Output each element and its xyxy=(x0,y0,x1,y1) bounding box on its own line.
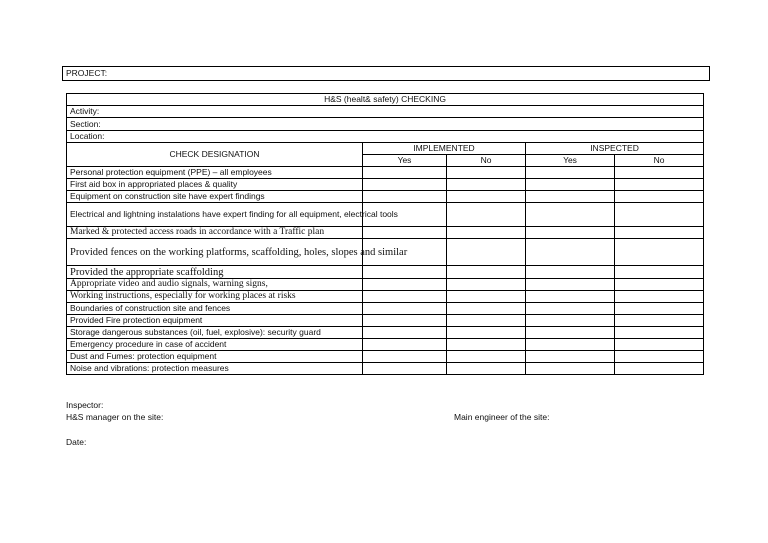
project-label: PROJECT: xyxy=(66,68,108,78)
inspected-yes-cell[interactable] xyxy=(526,315,615,327)
implemented-yes-cell[interactable] xyxy=(363,339,447,351)
check-item: Provided the appropriate scaffolding xyxy=(67,266,363,279)
inspected-yes-cell[interactable] xyxy=(526,279,615,291)
inspected-no-cell[interactable] xyxy=(615,227,704,239)
check-item: Electrical and lightning instalations have expert finding for all equipment, electrical tools xyxy=(67,203,363,227)
inspected-no-cell[interactable] xyxy=(615,179,704,191)
inspected-no-cell[interactable] xyxy=(615,351,704,363)
check-item: Boundaries of construction site and fences xyxy=(67,303,363,315)
section-field: Section: xyxy=(67,118,704,131)
table-row xyxy=(67,339,704,351)
implemented-yes-cell[interactable] xyxy=(363,303,447,315)
inspected-yes-cell[interactable] xyxy=(526,351,615,363)
inspected-header: INSPECTED xyxy=(526,143,704,155)
implemented-yes-cell[interactable] xyxy=(363,351,447,363)
table-row xyxy=(67,203,704,227)
inspector-label: Inspector: xyxy=(66,400,104,410)
project-field xyxy=(62,66,710,81)
implemented-no-cell[interactable] xyxy=(447,339,526,351)
table-row xyxy=(67,239,704,266)
inspected-yes-cell[interactable] xyxy=(526,191,615,203)
inspected-no-cell[interactable] xyxy=(615,291,704,303)
implemented-yes-cell[interactable] xyxy=(363,227,447,239)
inspected-yes-cell[interactable] xyxy=(526,203,615,227)
inspected-no-cell[interactable] xyxy=(615,279,704,291)
check-item: Personal protection equipment (PPE) – all employees xyxy=(67,167,363,179)
implemented-no-cell[interactable] xyxy=(447,227,526,239)
implemented-no-cell[interactable] xyxy=(447,351,526,363)
inspected-yes-cell[interactable] xyxy=(526,179,615,191)
check-designation-header: CHECK DESIGNATION xyxy=(67,143,363,167)
check-item: Provided Fire protection equipment xyxy=(67,315,363,327)
table-row xyxy=(67,266,704,279)
inspected-yes-header: Yes xyxy=(526,155,615,167)
inspected-yes-cell[interactable] xyxy=(526,167,615,179)
implemented-yes-cell[interactable] xyxy=(363,291,447,303)
check-item: Equipment on construction site have expert findings xyxy=(67,191,363,203)
implemented-yes-header: Yes xyxy=(363,155,447,167)
check-item: Provided fences on the working platforms, scaffolding, holes, slopes and similar xyxy=(67,239,363,266)
implemented-yes-cell[interactable] xyxy=(363,279,447,291)
implemented-yes-cell[interactable] xyxy=(363,315,447,327)
table-row xyxy=(67,191,704,203)
implemented-no-cell[interactable] xyxy=(447,291,526,303)
implemented-yes-cell[interactable] xyxy=(363,179,447,191)
inspected-no-cell[interactable] xyxy=(615,339,704,351)
inspected-no-header: No xyxy=(615,155,704,167)
inspected-no-cell[interactable] xyxy=(615,167,704,179)
inspected-yes-cell[interactable] xyxy=(526,291,615,303)
implemented-no-cell[interactable] xyxy=(447,303,526,315)
inspected-no-cell[interactable] xyxy=(615,327,704,339)
implemented-header: IMPLEMENTED xyxy=(363,143,526,155)
inspected-yes-cell[interactable] xyxy=(526,266,615,279)
table-row xyxy=(67,227,704,239)
table-row xyxy=(67,351,704,363)
implemented-no-cell[interactable] xyxy=(447,203,526,227)
check-item: Dust and Fumes: protection equipment xyxy=(67,351,363,363)
location-field: Location: xyxy=(67,131,704,143)
implemented-no-cell[interactable] xyxy=(447,363,526,375)
inspected-no-cell[interactable] xyxy=(615,363,704,375)
implemented-no-cell[interactable] xyxy=(447,279,526,291)
inspected-no-cell[interactable] xyxy=(615,315,704,327)
check-item: Working instructions, especially for working places at risks xyxy=(67,291,363,303)
inspected-no-cell[interactable] xyxy=(615,203,704,227)
activity-field: Activity: xyxy=(67,106,704,118)
implemented-no-cell[interactable] xyxy=(447,191,526,203)
check-item: Appropriate video and audio signals, warning signs, xyxy=(67,279,363,291)
table-row xyxy=(67,327,704,339)
inspected-yes-cell[interactable] xyxy=(526,227,615,239)
implemented-yes-cell[interactable] xyxy=(363,327,447,339)
inspected-no-cell[interactable] xyxy=(615,303,704,315)
inspected-yes-cell[interactable] xyxy=(526,339,615,351)
implemented-yes-cell[interactable] xyxy=(363,363,447,375)
inspected-no-cell[interactable] xyxy=(615,266,704,279)
table-title: H&S (healt& safety) CHECKING xyxy=(67,94,704,106)
inspected-no-cell[interactable] xyxy=(615,239,704,266)
implemented-no-cell[interactable] xyxy=(447,239,526,266)
implemented-no-cell[interactable] xyxy=(447,179,526,191)
table-row xyxy=(67,179,704,191)
check-item: Noise and vibrations: protection measures xyxy=(67,363,363,375)
main-engineer-label: Main engineer of the site: xyxy=(454,412,550,422)
inspected-yes-cell[interactable] xyxy=(526,303,615,315)
table-row xyxy=(67,279,704,291)
table-row xyxy=(67,363,704,375)
implemented-yes-cell[interactable] xyxy=(363,167,447,179)
check-item: Emergency procedure in case of accident xyxy=(67,339,363,351)
hs-manager-label: H&S manager on the site: xyxy=(66,412,164,422)
inspected-yes-cell[interactable] xyxy=(526,239,615,266)
check-item: First aid box in appropriated places & quality xyxy=(67,179,363,191)
implemented-no-cell[interactable] xyxy=(447,167,526,179)
implemented-no-cell[interactable] xyxy=(447,266,526,279)
check-item: Marked & protected access roads in accordance with a Traffic plan xyxy=(67,227,363,239)
implemented-yes-cell[interactable] xyxy=(363,266,447,279)
table-row xyxy=(67,291,704,303)
implemented-no-cell[interactable] xyxy=(447,327,526,339)
check-item: Storage dangerous substances (oil, fuel, explosive): security guard xyxy=(67,327,363,339)
table-row xyxy=(67,167,704,179)
inspected-no-cell[interactable] xyxy=(615,191,704,203)
date-label: Date: xyxy=(66,437,87,447)
implemented-yes-cell[interactable] xyxy=(363,191,447,203)
implemented-no-cell[interactable] xyxy=(447,315,526,327)
inspected-yes-cell[interactable] xyxy=(526,327,615,339)
hs-checklist-table xyxy=(66,93,704,375)
table-row xyxy=(67,303,704,315)
inspected-yes-cell[interactable] xyxy=(526,363,615,375)
implemented-no-header: No xyxy=(447,155,526,167)
table-row xyxy=(67,315,704,327)
